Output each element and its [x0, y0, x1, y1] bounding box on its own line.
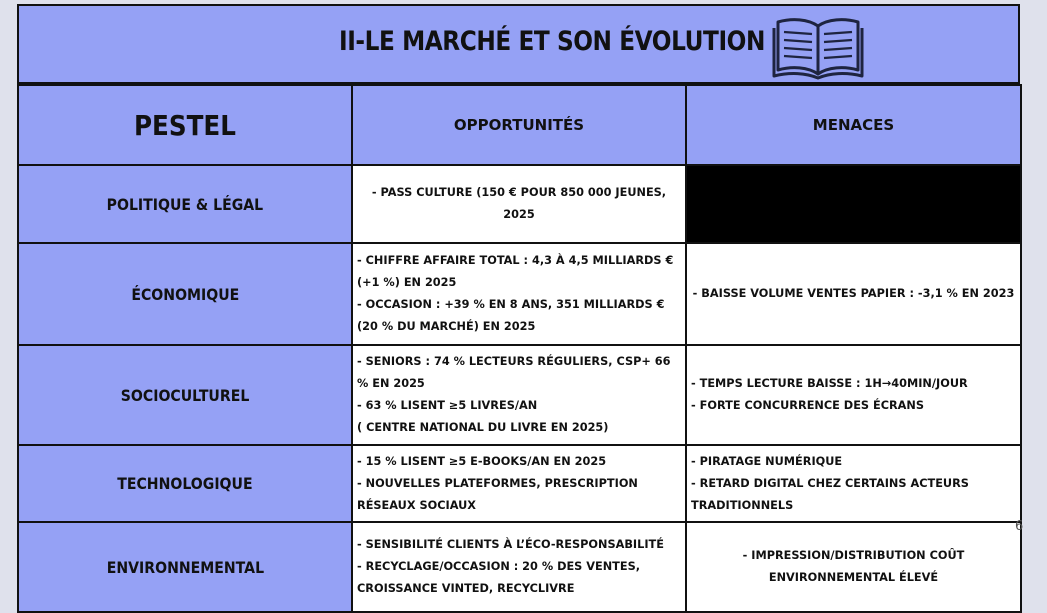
row-category: TECHNOLOGIQUE [18, 445, 352, 522]
cell-line: ( CENTRE NATIONAL DU LIVRE EN 2025) [357, 421, 609, 434]
cell-line: - SENIORS : 74 % LECTEURS RÉGULIERS, CSP+ 66 % EN 2025 [357, 355, 671, 390]
cell-line: - SENSIBILITÉ CLIENTS À L’ÉCO-RESPONSABILITÉ [357, 538, 664, 551]
table-row [18, 243, 1021, 345]
cell-line: - RECYCLAGE/OCCASION : 20 % DES VENTES, CROISSANCE VINTED, RECYCLIVRE [357, 560, 640, 595]
threats-cell [686, 522, 1021, 612]
table-header-row [18, 85, 1021, 165]
table-row [18, 345, 1021, 445]
threats-cell-blank [686, 165, 1021, 243]
open-book-icon [772, 14, 864, 80]
page-title: II-LE MARCHÉ ET SON ÉVOLUTION [339, 26, 765, 57]
cell-line: - RETARD DIGITAL CHEZ CERTAINS ACTEURS TRADITIONNELS [691, 476, 969, 512]
page-number: 6 [1015, 519, 1024, 534]
table-row [18, 445, 1021, 522]
cell-line: - CHIFFRE AFFAIRE TOTAL : 4,3 À 4,5 MILLIARDS € (+1 %) EN 2025 [357, 254, 674, 289]
cell-line: - PIRATAGE NUMÉRIQUE [691, 454, 843, 468]
cell-line: - TEMPS LECTURE BAISSE : 1H→40MIN/JOUR [691, 377, 968, 390]
opportunities-cell [352, 445, 686, 522]
slide [17, 4, 1024, 613]
header-threats: MENACES [686, 85, 1021, 165]
row-category: SOCIOCULTUREL [18, 345, 352, 445]
cell-line: - 15 % LISENT ≥5 E-BOOKS/AN EN 2025 [357, 454, 607, 468]
opportunities-cell [352, 522, 686, 612]
cell-line: - IMPRESSION/DISTRIBUTION COÛT ENVIRONNEMENTAL ÉLEVÉ [742, 549, 965, 584]
opportunities-cell [352, 243, 686, 345]
threats-cell [686, 345, 1021, 445]
threats-cell [686, 243, 1021, 345]
cell-line: - OCCASION : +39 % EN 8 ANS, 351 MILLIARDS € (20 % DU MARCHÉ) EN 2025 [357, 298, 665, 333]
cell-line: - FORTE CONCURRENCE DES ÉCRANS [691, 399, 925, 412]
cell-line: - PASS CULTURE (150 € POUR 850 000 JEUNES, 2025 [371, 186, 667, 221]
row-category: ENVIRONNEMENTAL [18, 522, 352, 612]
table-row [18, 165, 1021, 243]
table-row [18, 522, 1021, 612]
header-pestel: PESTEL [18, 85, 352, 165]
cell-line: - NOUVELLES PLATEFORMES, PRESCRIPTION RÉSEAUX SOCIAUX [357, 476, 638, 512]
cell-line: - BAISSE VOLUME VENTES PAPIER : -3,1 % EN 2023 [692, 287, 1015, 300]
pestel-table [17, 84, 1022, 613]
row-category: POLITIQUE & LÉGAL [18, 165, 352, 243]
threats-cell [686, 445, 1021, 522]
header-opportunities: OPPORTUNITÉS [352, 85, 686, 165]
opportunities-cell [352, 345, 686, 445]
cell-line: - 63 % LISENT ≥5 LIVRES/AN [357, 399, 538, 412]
opportunities-cell [352, 165, 686, 243]
title-bar [17, 4, 1020, 84]
row-category: ÉCONOMIQUE [18, 243, 352, 345]
